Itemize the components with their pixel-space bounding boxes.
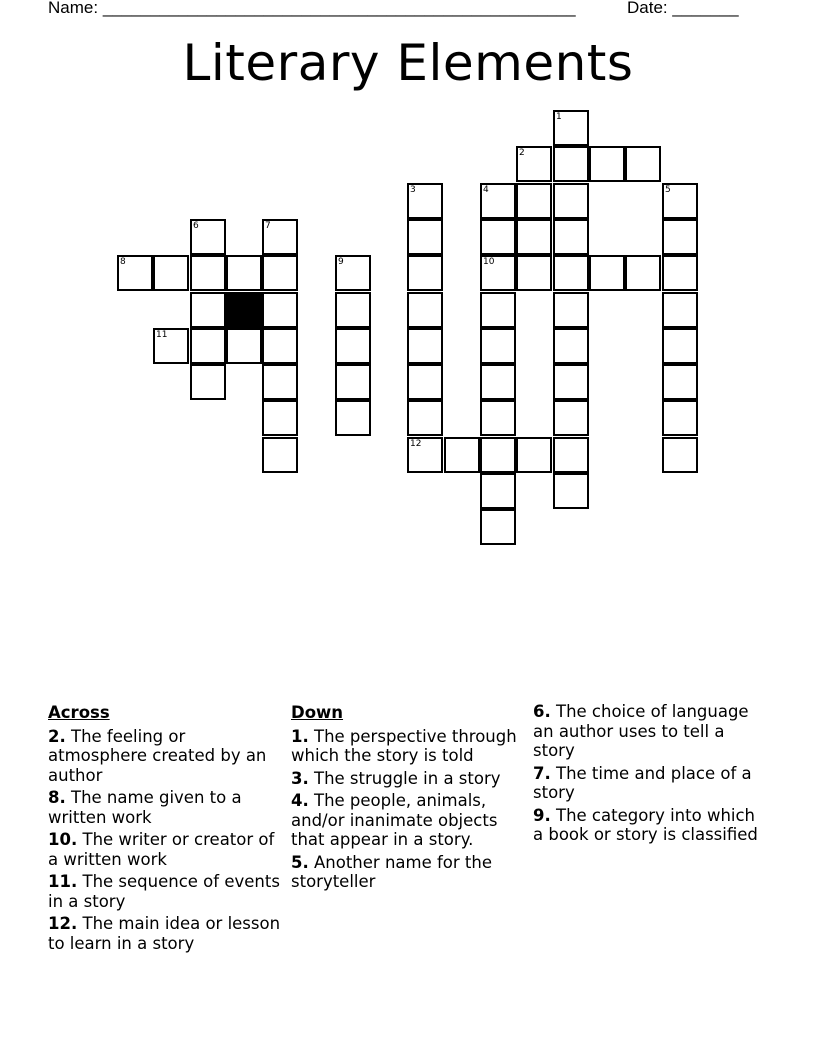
black-square bbox=[226, 292, 262, 328]
grid-cell[interactable] bbox=[553, 292, 589, 328]
grid-cell[interactable] bbox=[480, 364, 516, 400]
grid-cell[interactable] bbox=[553, 437, 589, 473]
down-heading: Down bbox=[291, 703, 344, 722]
grid-cell[interactable] bbox=[407, 183, 443, 219]
grid-cell[interactable] bbox=[407, 437, 443, 473]
grid-cell[interactable] bbox=[662, 292, 698, 328]
clue-across-12: 12. The main idea or lesson to learn in a story bbox=[48, 914, 281, 953]
date-label: Date: bbox=[627, 0, 668, 17]
name-blank[interactable]: __________________________________________________ bbox=[102, 0, 576, 17]
clue-down-1: 1. The perspective through which the story is told bbox=[291, 726, 517, 765]
grid-cell[interactable] bbox=[262, 437, 298, 473]
grid-cell[interactable] bbox=[335, 292, 371, 328]
grid-cell[interactable] bbox=[516, 255, 552, 291]
grid-cell[interactable] bbox=[262, 255, 298, 291]
grid-cell[interactable] bbox=[662, 183, 698, 219]
grid-cell[interactable] bbox=[516, 437, 552, 473]
grid-cell[interactable] bbox=[553, 110, 589, 146]
down-clues bbox=[291, 702, 531, 895]
grid-cell[interactable] bbox=[480, 473, 516, 509]
grid-cell[interactable] bbox=[553, 219, 589, 255]
clue-across-8: 8. The name given to a written work bbox=[48, 788, 242, 827]
grid-cell[interactable] bbox=[480, 219, 516, 255]
grid-cell[interactable] bbox=[662, 400, 698, 436]
grid-cell[interactable] bbox=[444, 437, 480, 473]
grid-cell[interactable] bbox=[335, 255, 371, 291]
clue-across-11: 11. The sequence of events in a story bbox=[48, 872, 280, 911]
grid-cell[interactable] bbox=[190, 255, 226, 291]
grid-cell[interactable] bbox=[480, 437, 516, 473]
cell-number: 6 bbox=[193, 221, 199, 231]
grid-cell[interactable] bbox=[553, 146, 589, 182]
clue-down-7: 7. The time and place of a story bbox=[533, 763, 752, 802]
grid-cell[interactable] bbox=[553, 473, 589, 509]
cell-number: 4 bbox=[483, 185, 489, 195]
grid-cell[interactable] bbox=[190, 219, 226, 255]
grid-cell[interactable] bbox=[516, 219, 552, 255]
grid-cell[interactable] bbox=[407, 400, 443, 436]
down-clues-continued bbox=[533, 702, 763, 848]
grid-cell[interactable] bbox=[625, 146, 661, 182]
grid-cell[interactable] bbox=[516, 146, 552, 182]
grid-cell[interactable] bbox=[625, 255, 661, 291]
grid-cell[interactable] bbox=[153, 255, 189, 291]
grid-cell[interactable] bbox=[262, 292, 298, 328]
cell-number: 5 bbox=[665, 185, 671, 195]
clue-down-5: 5. Another name for the storyteller bbox=[291, 852, 492, 891]
grid-cell[interactable] bbox=[480, 255, 516, 291]
grid-cell[interactable] bbox=[407, 255, 443, 291]
grid-cell[interactable] bbox=[553, 183, 589, 219]
grid-cell[interactable] bbox=[226, 255, 262, 291]
page-title: Literary Elements bbox=[182, 34, 634, 92]
grid-cell[interactable] bbox=[262, 364, 298, 400]
grid-cell[interactable] bbox=[553, 328, 589, 364]
grid-cell[interactable] bbox=[407, 292, 443, 328]
grid-cell[interactable] bbox=[589, 146, 625, 182]
grid-cell[interactable] bbox=[262, 219, 298, 255]
grid-cell[interactable] bbox=[662, 219, 698, 255]
grid-cell[interactable] bbox=[190, 292, 226, 328]
grid-cell[interactable] bbox=[190, 328, 226, 364]
grid-cell[interactable] bbox=[662, 437, 698, 473]
cell-number: 1 bbox=[556, 112, 562, 122]
grid-cell[interactable] bbox=[553, 255, 589, 291]
grid-cell[interactable] bbox=[589, 255, 625, 291]
grid-cell[interactable] bbox=[516, 183, 552, 219]
grid-cell[interactable] bbox=[553, 400, 589, 436]
clue-across-10: 10. The writer or creator of a written work bbox=[48, 830, 275, 869]
grid-cell[interactable] bbox=[117, 255, 153, 291]
date-blank[interactable]: _______ bbox=[672, 0, 739, 17]
grid-cell[interactable] bbox=[480, 328, 516, 364]
grid-cell[interactable] bbox=[226, 328, 262, 364]
grid-cell[interactable] bbox=[662, 255, 698, 291]
grid-cell[interactable] bbox=[407, 328, 443, 364]
grid-cell[interactable] bbox=[190, 364, 226, 400]
name-label: Name: bbox=[48, 0, 99, 17]
grid-cell[interactable] bbox=[262, 400, 298, 436]
grid-cell[interactable] bbox=[480, 183, 516, 219]
cell-number: 11 bbox=[156, 330, 168, 340]
clue-down-4: 4. The people, animals, and/or inanimate objects that appear in a story. bbox=[291, 791, 498, 849]
grid-cell[interactable] bbox=[480, 292, 516, 328]
grid-cell[interactable] bbox=[480, 509, 516, 545]
grid-cell[interactable] bbox=[335, 364, 371, 400]
across-heading: Across bbox=[48, 703, 110, 722]
grid-cell[interactable] bbox=[335, 400, 371, 436]
clue-across-2: 2. The feeling or atmosphere created by an author bbox=[48, 726, 267, 785]
grid-cell[interactable] bbox=[553, 364, 589, 400]
clue-down-6: 6. The choice of language an author uses to tell a story bbox=[533, 702, 749, 760]
grid-cell[interactable] bbox=[480, 400, 516, 436]
cell-number: 2 bbox=[519, 148, 525, 158]
grid-cell[interactable] bbox=[335, 328, 371, 364]
cell-number: 7 bbox=[265, 221, 271, 231]
grid-cell[interactable] bbox=[662, 328, 698, 364]
clue-down-9: 9. The category into which a book or story is classified bbox=[533, 805, 758, 844]
cell-number: 10 bbox=[483, 257, 495, 267]
across-clues bbox=[48, 702, 288, 956]
cell-number: 3 bbox=[410, 185, 416, 195]
grid-cell[interactable] bbox=[153, 328, 189, 364]
cell-number: 9 bbox=[338, 257, 344, 267]
cell-number: 12 bbox=[410, 439, 422, 449]
grid-cell[interactable] bbox=[262, 328, 298, 364]
grid-cell[interactable] bbox=[407, 364, 443, 400]
grid-cell[interactable] bbox=[662, 364, 698, 400]
clue-down-3: 3. The struggle in a story bbox=[291, 768, 501, 788]
grid-cell[interactable] bbox=[407, 219, 443, 255]
cell-number: 8 bbox=[120, 257, 126, 267]
